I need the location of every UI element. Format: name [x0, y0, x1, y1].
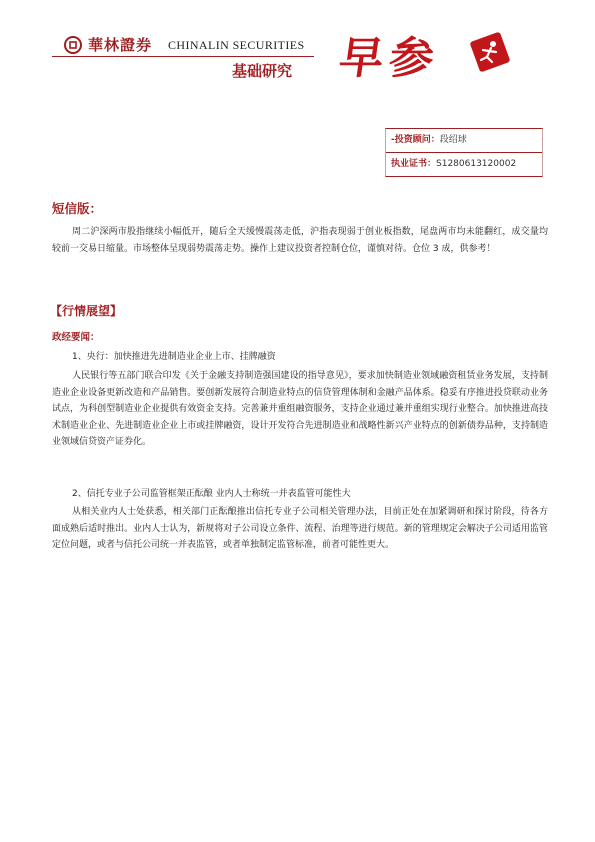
policy-news-heading: 政经要闻：: [52, 332, 100, 343]
runner-badge-icon: [466, 28, 514, 76]
short-version-text: 周二沪深两市股指继续小幅低开，随后全天缓慢震荡走低，沪指表现弱于创业板指数，尾盘两市均未能翻红，成交量均较前一交易日缩量。市场整体呈现弱势震荡走势。操作上建议投资者控制仓位，谨慎对待。仓位 3 成，供参考！: [52, 227, 548, 254]
advisor-label: -投资顾问：: [391, 135, 440, 145]
news-item-text: 人民银行等五部门联合印发《关于金融支持制造强国建设的指导意见》，要求加快制造业领域融资租赁业务发展，支持制造业企业设备更新改造和产品销售。要创新发展符合制造业特点的信贷管理体制和金融产品体系。稳妥有序推进投贷联动业务试点，为科创型制造业企业提供有效资金支持。完善兼并重组融资服务，支持企业通过兼并重组实现行业整合。加快推进高技术制造业企业、先进制造业企业上市或挂牌融资，设计开发符合先进制造业和战略性新兴产业特点的创新债券品种，支持制造业领域信贷资产证券化。: [52, 371, 548, 447]
short-version-heading: 短信版：: [52, 201, 103, 216]
product-title: 早参: [335, 33, 443, 84]
license-row: [386, 152, 542, 176]
advisor-row: [386, 129, 542, 152]
news-item-text: 从相关业内人士处获悉，相关部门正酝酿推出信托专业子公司相关管理办法，目前正处在加紧调研和探讨阶段，待各方面成熟后适时推出。业内人士认为，新规将对子公司设立条件、流程、治理等进行规范。新的管理规定会解决子公司适用监管定位问题，或者与信托公司统一并表监管，或者单独制定监管标准，前者可能性更大。: [52, 507, 548, 550]
news-item-title: 2、信托专业子公司监管框架正酝酿 业内人士称统一并表监管可能性大: [72, 489, 351, 499]
department-label: 基础研究: [232, 62, 293, 80]
brand-name-english: CHINALIN SECURITIES: [168, 38, 305, 52]
license-label: 执业证书：: [391, 159, 437, 169]
license-number: S1280613120002: [436, 159, 517, 169]
market-outlook-heading: 【行情展望】: [50, 304, 123, 318]
advisor-info-box: [385, 128, 543, 177]
coin-logo-icon: [64, 36, 82, 54]
brand-name-chinese: 華林證券: [88, 36, 153, 54]
header-rule: [52, 56, 314, 57]
advisor-name: 段绍球: [439, 135, 467, 145]
news-item-title: 1、央行：加快推进先进制造业企业上市、挂牌融资: [72, 352, 276, 362]
